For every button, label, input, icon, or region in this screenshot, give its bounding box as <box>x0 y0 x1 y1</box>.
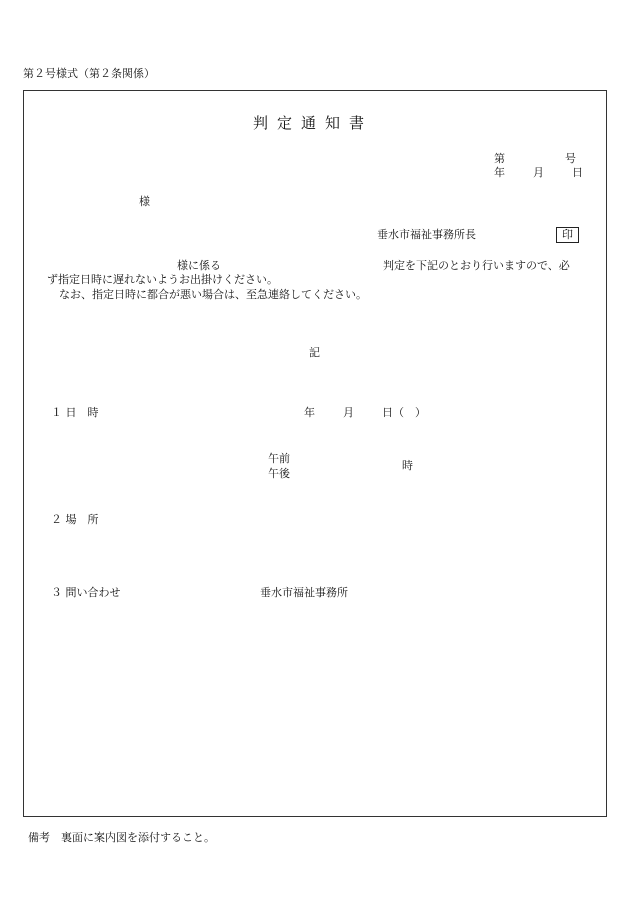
datetime-hour: 時 <box>402 459 413 472</box>
body-line-3: なお、指定日時に都合が悪い場合は、至急連絡してください。 <box>59 288 367 301</box>
document-frame <box>23 90 607 817</box>
body-line-2: ず指定日時に遅れないようお出掛けください。 <box>47 273 278 286</box>
datetime-day-weekday: 日（ ） <box>382 406 426 419</box>
datetime-am: 午前 <box>268 452 290 465</box>
datetime-month: 月 <box>343 406 354 419</box>
body-judgement: 判定を下記のとおり行いますので、必 <box>383 259 570 272</box>
issuer-name: 垂水市福祉事務所長 <box>377 228 476 241</box>
contact-value: 垂水市福祉事務所 <box>260 586 348 599</box>
contact-label: ３ 問い合わせ <box>51 586 121 599</box>
form-number: 第２号様式（第２条関係） <box>23 67 155 80</box>
addressee-suffix: 様 <box>139 195 150 208</box>
number-label-go: 号 <box>565 152 576 165</box>
document-title: 判定通知書 <box>253 114 374 132</box>
body-subject: 様に係る <box>177 259 221 272</box>
place-label: ２ 場 所 <box>51 513 99 526</box>
datetime-label: １ 日 時 <box>51 406 99 419</box>
number-label-dai: 第 <box>494 152 505 165</box>
ki-heading: 記 <box>309 346 320 359</box>
datetime-pm: 午後 <box>268 467 290 480</box>
date-month-label: 月 <box>533 166 544 179</box>
date-year-label: 年 <box>494 166 505 179</box>
date-day-label: 日 <box>572 166 583 179</box>
seal-mark: 印 <box>556 227 579 243</box>
footer-note: 備考 裏面に案内図を添付すること。 <box>28 831 215 844</box>
datetime-year: 年 <box>304 406 315 419</box>
